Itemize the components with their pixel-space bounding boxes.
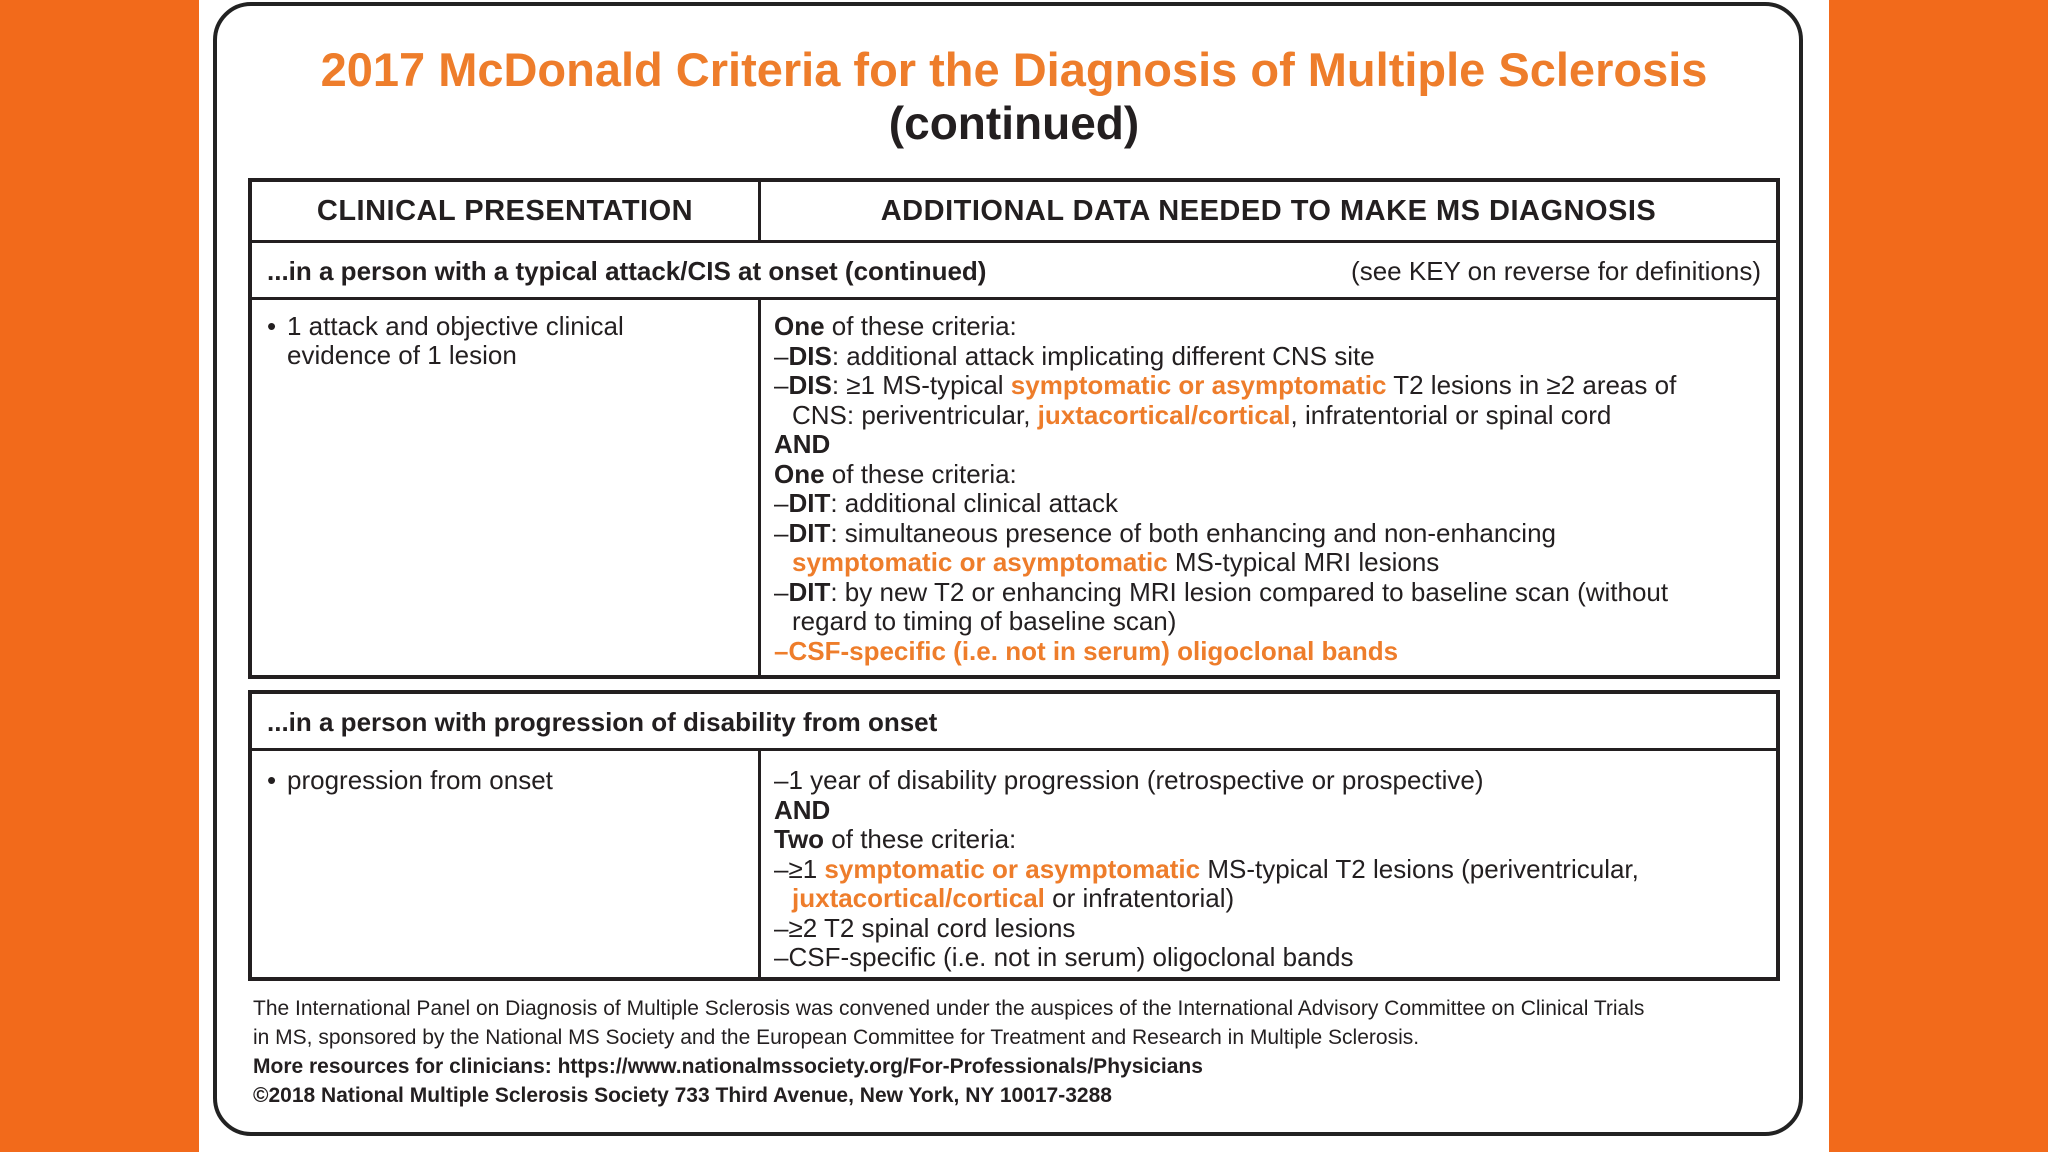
- criteria-line: symptomatic or asymptomatic MS-typical MRI lesions: [792, 547, 1440, 577]
- criteria-line: –CSF-specific (i.e. not in serum) oligoclonal bands: [774, 635, 1399, 666]
- criteria-line: One of these criteria:: [774, 311, 1017, 341]
- column-divider: [758, 751, 761, 977]
- criteria-line: regard to timing of baseline scan): [792, 606, 1177, 636]
- criteria-line: –≥1 symptomatic or asymptomatic MS-typical T2 lesions (periventricular,: [774, 853, 1639, 884]
- criteria-line: –1 year of disability progression (retrospective or prospective): [774, 765, 1484, 795]
- section-title: ...in a person with progression of disability from onset: [267, 707, 938, 737]
- criteria-line: CNS: periventricular, juxtacortical/cortical, infratentorial or spinal cord: [792, 399, 1612, 430]
- criteria-table-typical-attack: [248, 178, 1780, 679]
- footer-resources-link[interactable]: More resources for clinicians: https://www.nationalmssociety.org/For-Professionals/Physicians: [253, 1055, 1203, 1078]
- criteria-line: Two of these criteria:: [774, 824, 1017, 854]
- list-item: [267, 766, 737, 795]
- and-connector: AND: [774, 794, 831, 825]
- criteria-line: –DIT: additional clinical attack: [774, 488, 1118, 518]
- clinical-presentation-header: CLINICAL PRESENTATION: [316, 195, 694, 227]
- criteria-line: –DIT: by new T2 or enhancing MRI lesion compared to baseline scan (without: [774, 576, 1669, 607]
- bullet-text-line: 1 attack and objective clinical: [287, 311, 624, 341]
- section-title: ...in a person with a typical attack/CIS at onset (continued): [267, 256, 987, 286]
- column-divider: [758, 300, 761, 675]
- table-header-row: [252, 182, 1776, 243]
- footer-line: The International Panel on Diagnosis of Multiple Sclerosis was convened under the auspices of the International Advisory Committee on Clinical Trials: [253, 997, 1645, 1020]
- bullet-marker: •: [267, 765, 277, 795]
- document-page: [199, 0, 1829, 1152]
- additional-data-cell: [774, 312, 1774, 666]
- bullet-text-line: progression from onset: [287, 765, 553, 795]
- additional-data-cell: [774, 766, 1774, 973]
- footer-note: [253, 994, 1793, 1110]
- criteria-line: –DIS: additional attack implicating different CNS site: [774, 340, 1375, 371]
- footer-copyright: ©2018 National Multiple Sclerosis Society 733 Third Avenue, New York, NY 10017-3288: [253, 1084, 1112, 1107]
- clinical-presentation-cell: [267, 766, 737, 795]
- criteria-line: –≥2 T2 spinal cord lesions: [774, 912, 1076, 943]
- criteria-line: –DIT: simultaneous presence of both enhancing and non-enhancing: [774, 517, 1556, 548]
- clinical-presentation-cell: [267, 312, 737, 370]
- section-note: (see KEY on reverse for definitions): [1351, 256, 1761, 286]
- bullet-text-line: evidence of 1 lesion: [287, 340, 517, 370]
- bullet-marker: •: [267, 311, 277, 341]
- criteria-line: One of these criteria:: [774, 458, 1017, 489]
- list-item: [267, 312, 737, 370]
- section-row-progression: [252, 694, 1776, 751]
- criteria-table-progression: [248, 690, 1780, 981]
- section-row-typical-attack: [252, 243, 1776, 300]
- footer-line: in MS, sponsored by the National MS Society and the European Committee for Treatment and Research in Multiple Sclerosis.: [253, 1026, 1420, 1049]
- criteria-line: –DIS: ≥1 MS-typical symptomatic or asymptomatic T2 lesions in ≥2 areas of: [774, 370, 1677, 400]
- criteria-line: –CSF-specific (i.e. not in serum) oligoclonal bands: [774, 942, 1354, 972]
- and-connector: AND: [774, 429, 831, 459]
- page-title: 2017 McDonald Criteria for the Diagnosis of Multiple Sclerosis: [320, 43, 1708, 96]
- criteria-line: juxtacortical/cortical or infratentorial): [792, 883, 1235, 913]
- page-subtitle: (continued): [888, 97, 1140, 149]
- additional-data-header: ADDITIONAL DATA NEEDED TO MAKE MS DIAGNOSIS: [880, 195, 1657, 227]
